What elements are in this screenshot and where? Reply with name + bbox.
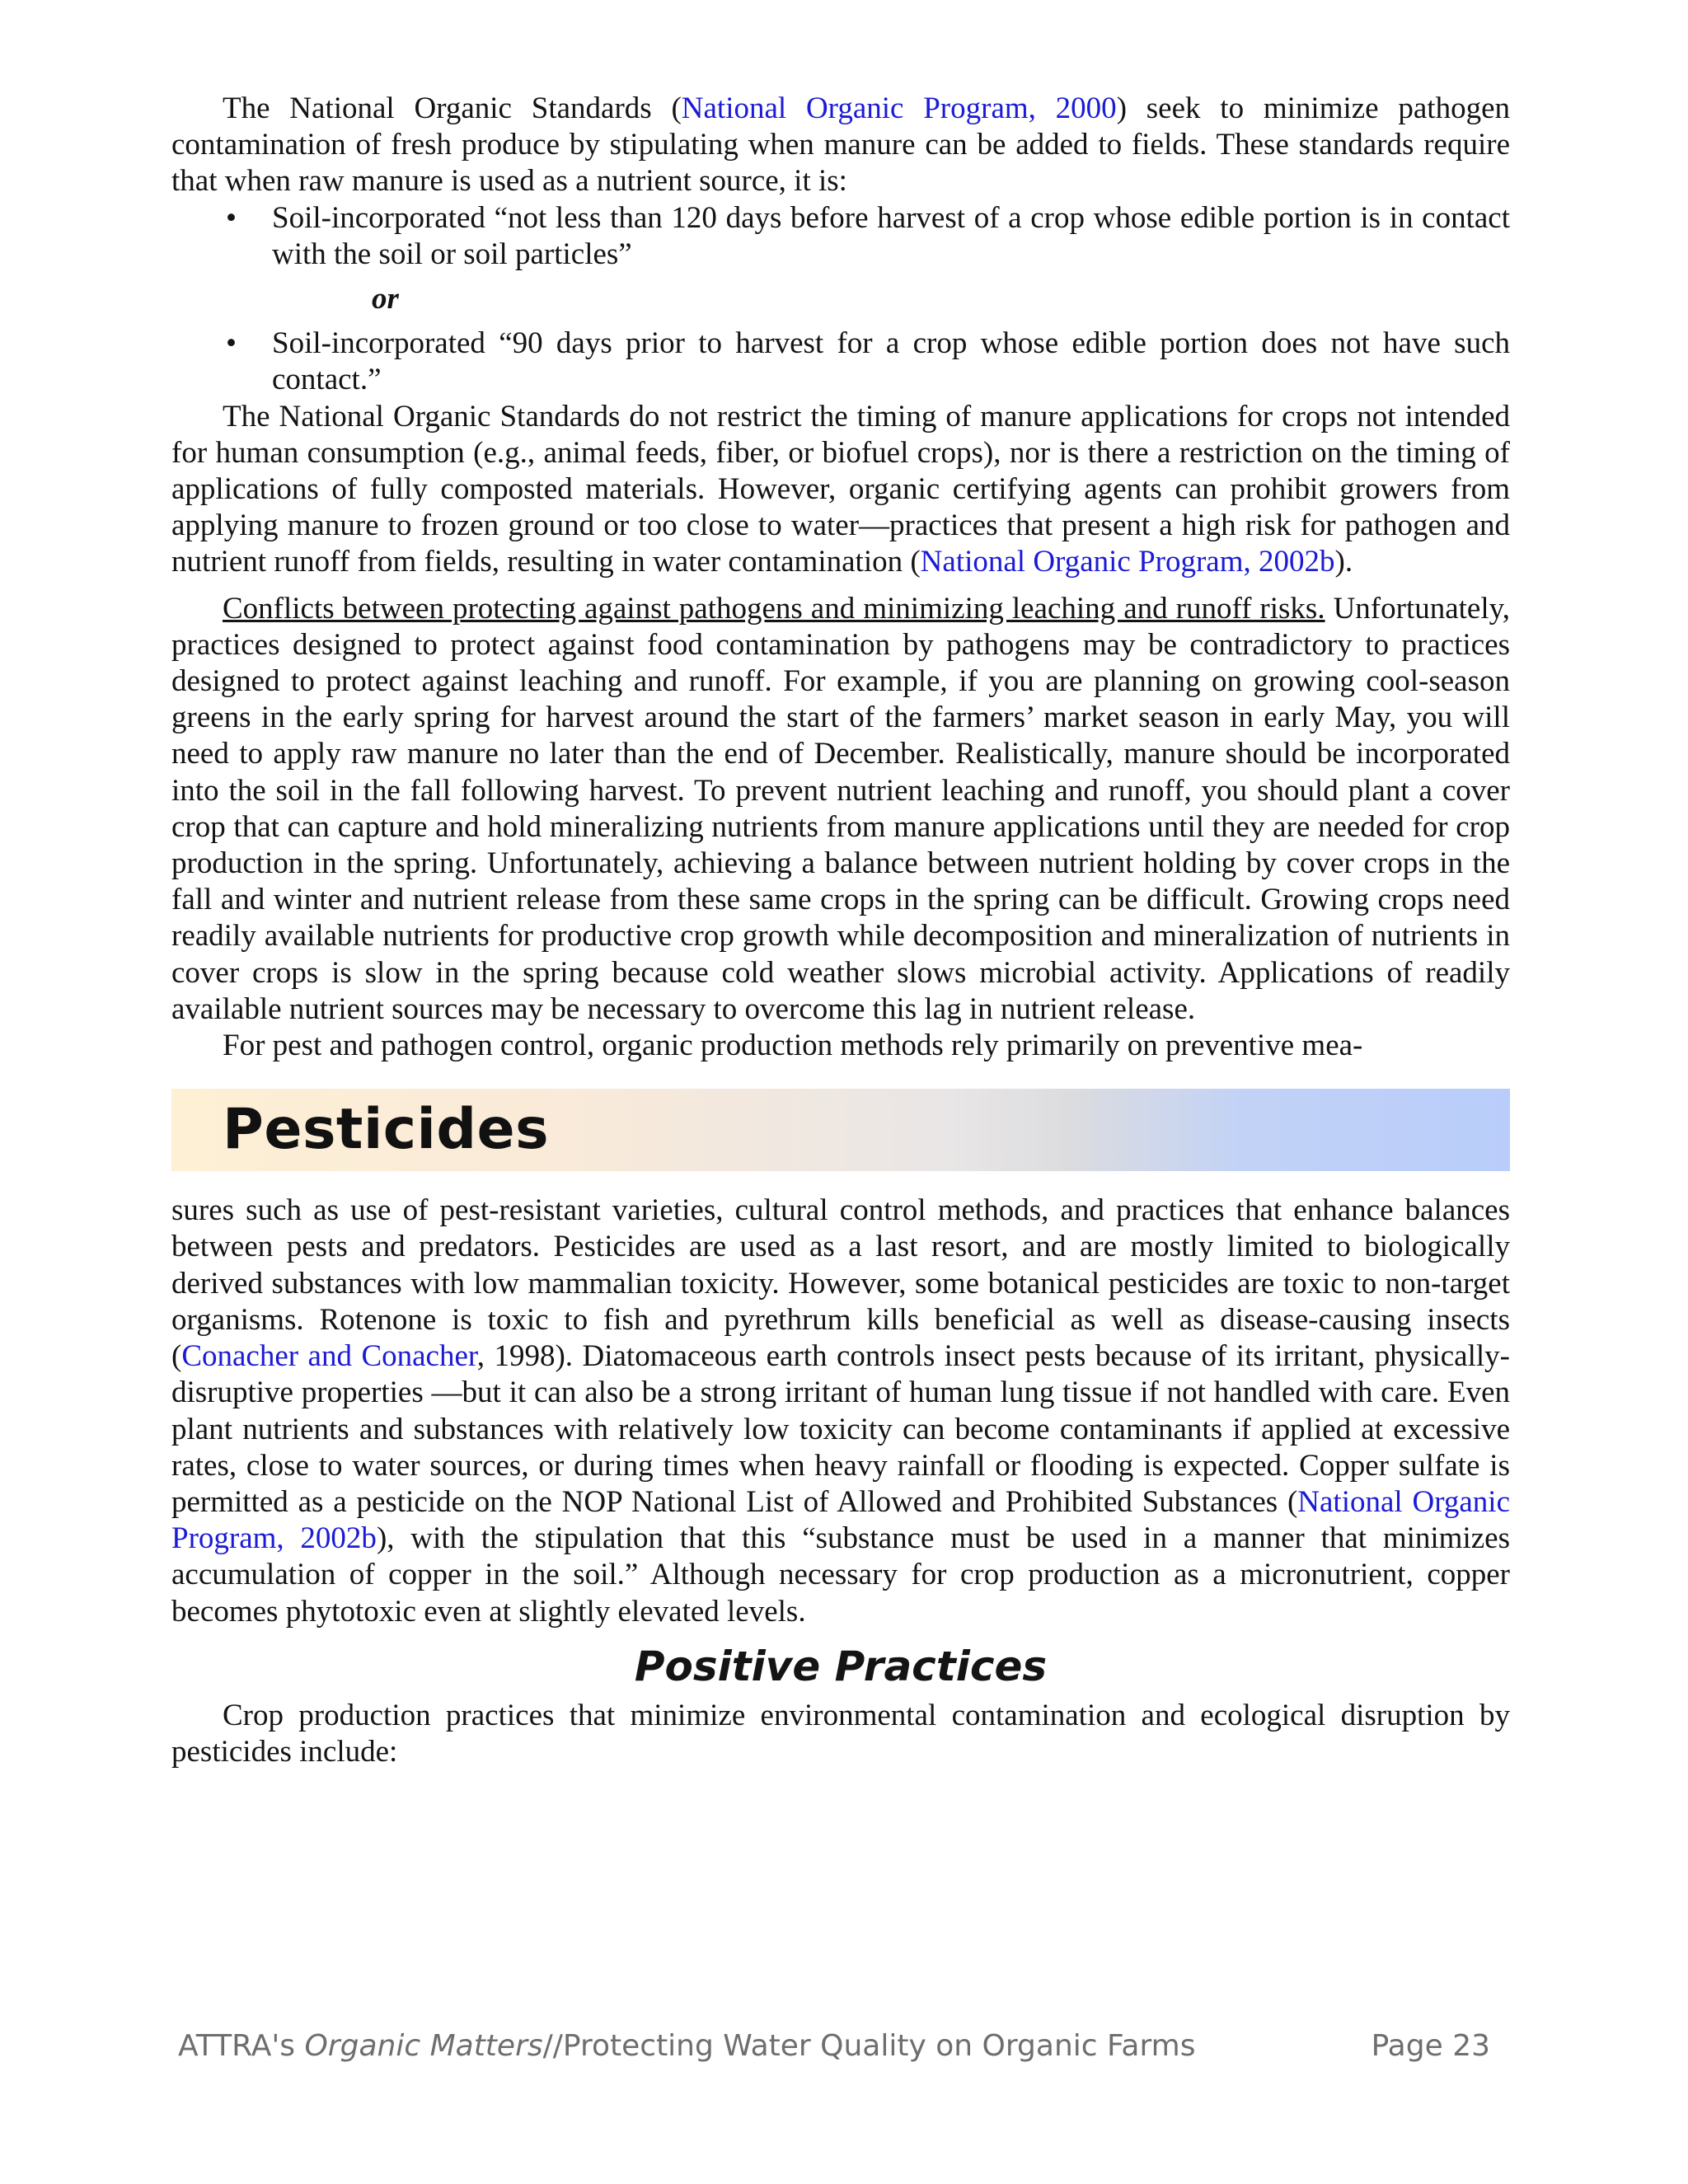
bullet-icon: • [226, 200, 237, 235]
citation-link-nop-2002b-2[interactable]: National Organic Program, 2002b [171, 1484, 1510, 1556]
text-run: ) seek to minimize pathogen contamination of fresh produce by stipulating when manure can be added to fields. These standards require that when raw manure is used as a nutrient source, it is: [171, 91, 1511, 199]
subheading-positive-practices: Positive Practices [634, 1642, 1048, 1690]
or-separator: or [372, 282, 399, 316]
paragraph-pest-control-start: For pest and pathogen control, organic production methods rely primarily on preventive mea- [223, 1029, 1363, 1063]
paragraph-pest-control-continued [171, 1193, 1510, 1629]
footer-publication: Organic Matters [304, 2029, 543, 2063]
footer-title [178, 2029, 1195, 2063]
text-run: ), with the stipulation that this “substance must be used in a manner that minimizes accumulation of copper in the soil.” Although necessary for crop production as a micronutrient, copper becomes phytotoxic even at slightly elevated levels. [171, 1521, 1510, 1629]
list-item-text: Soil-incorporated “not less than 120 days before harvest of a crop whose edible portion is in contact with the soil or soil particles” [272, 200, 1510, 271]
list-item [171, 326, 1510, 398]
page-number: Page 23 [1371, 2029, 1490, 2063]
paragraph-conflicts [171, 591, 1510, 1028]
section-title: Pesticides [223, 1097, 550, 1163]
list-item [171, 200, 1510, 273]
text-run: The National Organic Standards ( [223, 91, 682, 125]
footer-text: //Protecting Water Quality on Organic Farms [542, 2029, 1196, 2063]
list-item-text: Soil-incorporated “90 days prior to harvest for a crop whose edible portion does not have such contact.” [272, 326, 1510, 397]
bullet-icon: • [226, 326, 237, 361]
citation-link-nop-2002b[interactable]: National Organic Program, 2002b [920, 545, 1335, 579]
text-run: The National Organic Standards do not restrict the timing of manure applications for crops not intended for human consumption (e.g., animal feeds, fiber, or biofuel crops), nor is there a restriction on the timing of applications of fully composted materials. However, organic certifying agents can prohibit growers from applying manure to frozen ground or too close to water—practices that present a high risk for pathogen and nutrient runoff from fields, resulting in water contamination ( [171, 399, 1510, 579]
section-banner-pesticides [171, 1089, 1510, 1171]
requirements-list [171, 200, 1510, 273]
main-content [171, 91, 1510, 1770]
inline-heading-conflicts: Conflicts between protecting against pathogens and minimizing leaching and runoff risks. [223, 591, 1325, 626]
text-run: Unfortunately, practices designed to protect against food contamination by pathogens may be contradictory to practices designed to protect against leaching and runoff. For example, if you are planning on growing cool-season greens in the early spring for harvest around the start of the farmers’ market season in early May, you will need to apply raw manure no later than the end of December. Realistically, manure should be incorporated into the soil in the fall following harvest. To prevent nutrient leaching and runoff, you should plant a cover crop that can capture and hold mineralizing nutrients from manure applications until they are needed for crop production in the spring. Unfortunately, achieving a balance between nutrient holding by cover crops in the fall and winter and nutrient release from these same crops in the spring can be difficult. Growing crops need readily available nutrients for productive crop growth while decomposition and mineralization of nutrients in cover crops is slow in the spring because cold weather slows microbial activity. Applications of readily available nutrient sources may be necessary to overcome this lag in nutrient release. [171, 591, 1510, 1026]
citation-link-conacher[interactable]: Conacher and Conacher [181, 1339, 477, 1374]
paragraph-positive-practices: Crop production practices that minimize environmental contamination and ecological disruption by pesticides include: [171, 1698, 1510, 1769]
text-run: sures such as use of pest-resistant varieties, cultural control methods, and practices that enhance balances between pests and predators. Pesticides are used as a last resort, and are mostly limited to biologically derived substances with low mammalian toxicity. However, some botanical pesticides are toxic to non-target organisms. Rotenone is toxic to fish and pyrethrum kills beneficial as well as disease-causing insects ( [171, 1193, 1510, 1374]
citation-link-nop-2000[interactable]: National Organic Program, 2000 [681, 91, 1117, 125]
paragraph-intro [171, 91, 1510, 200]
text-run: ). [1334, 545, 1353, 579]
footer-text: ATTRA's [178, 2029, 305, 2063]
paragraph-restrictions [171, 399, 1510, 581]
text-run: , 1998). Diatomaceous earth controls insect pests because of its irritant, physically-disruptive properties —but it can also be a strong irritant of human lung tissue if not handled with care. Even plant nutrients and substances with relatively low toxicity can become contaminants if applied at excessive rates, close to water sources, or during times when heavy rainfall or flooding is expected. Copper sulfate is permitted as a pesticide on the NOP National List of Allowed and Prohibited Substances ( [171, 1339, 1510, 1519]
requirements-list-2 [171, 326, 1510, 398]
